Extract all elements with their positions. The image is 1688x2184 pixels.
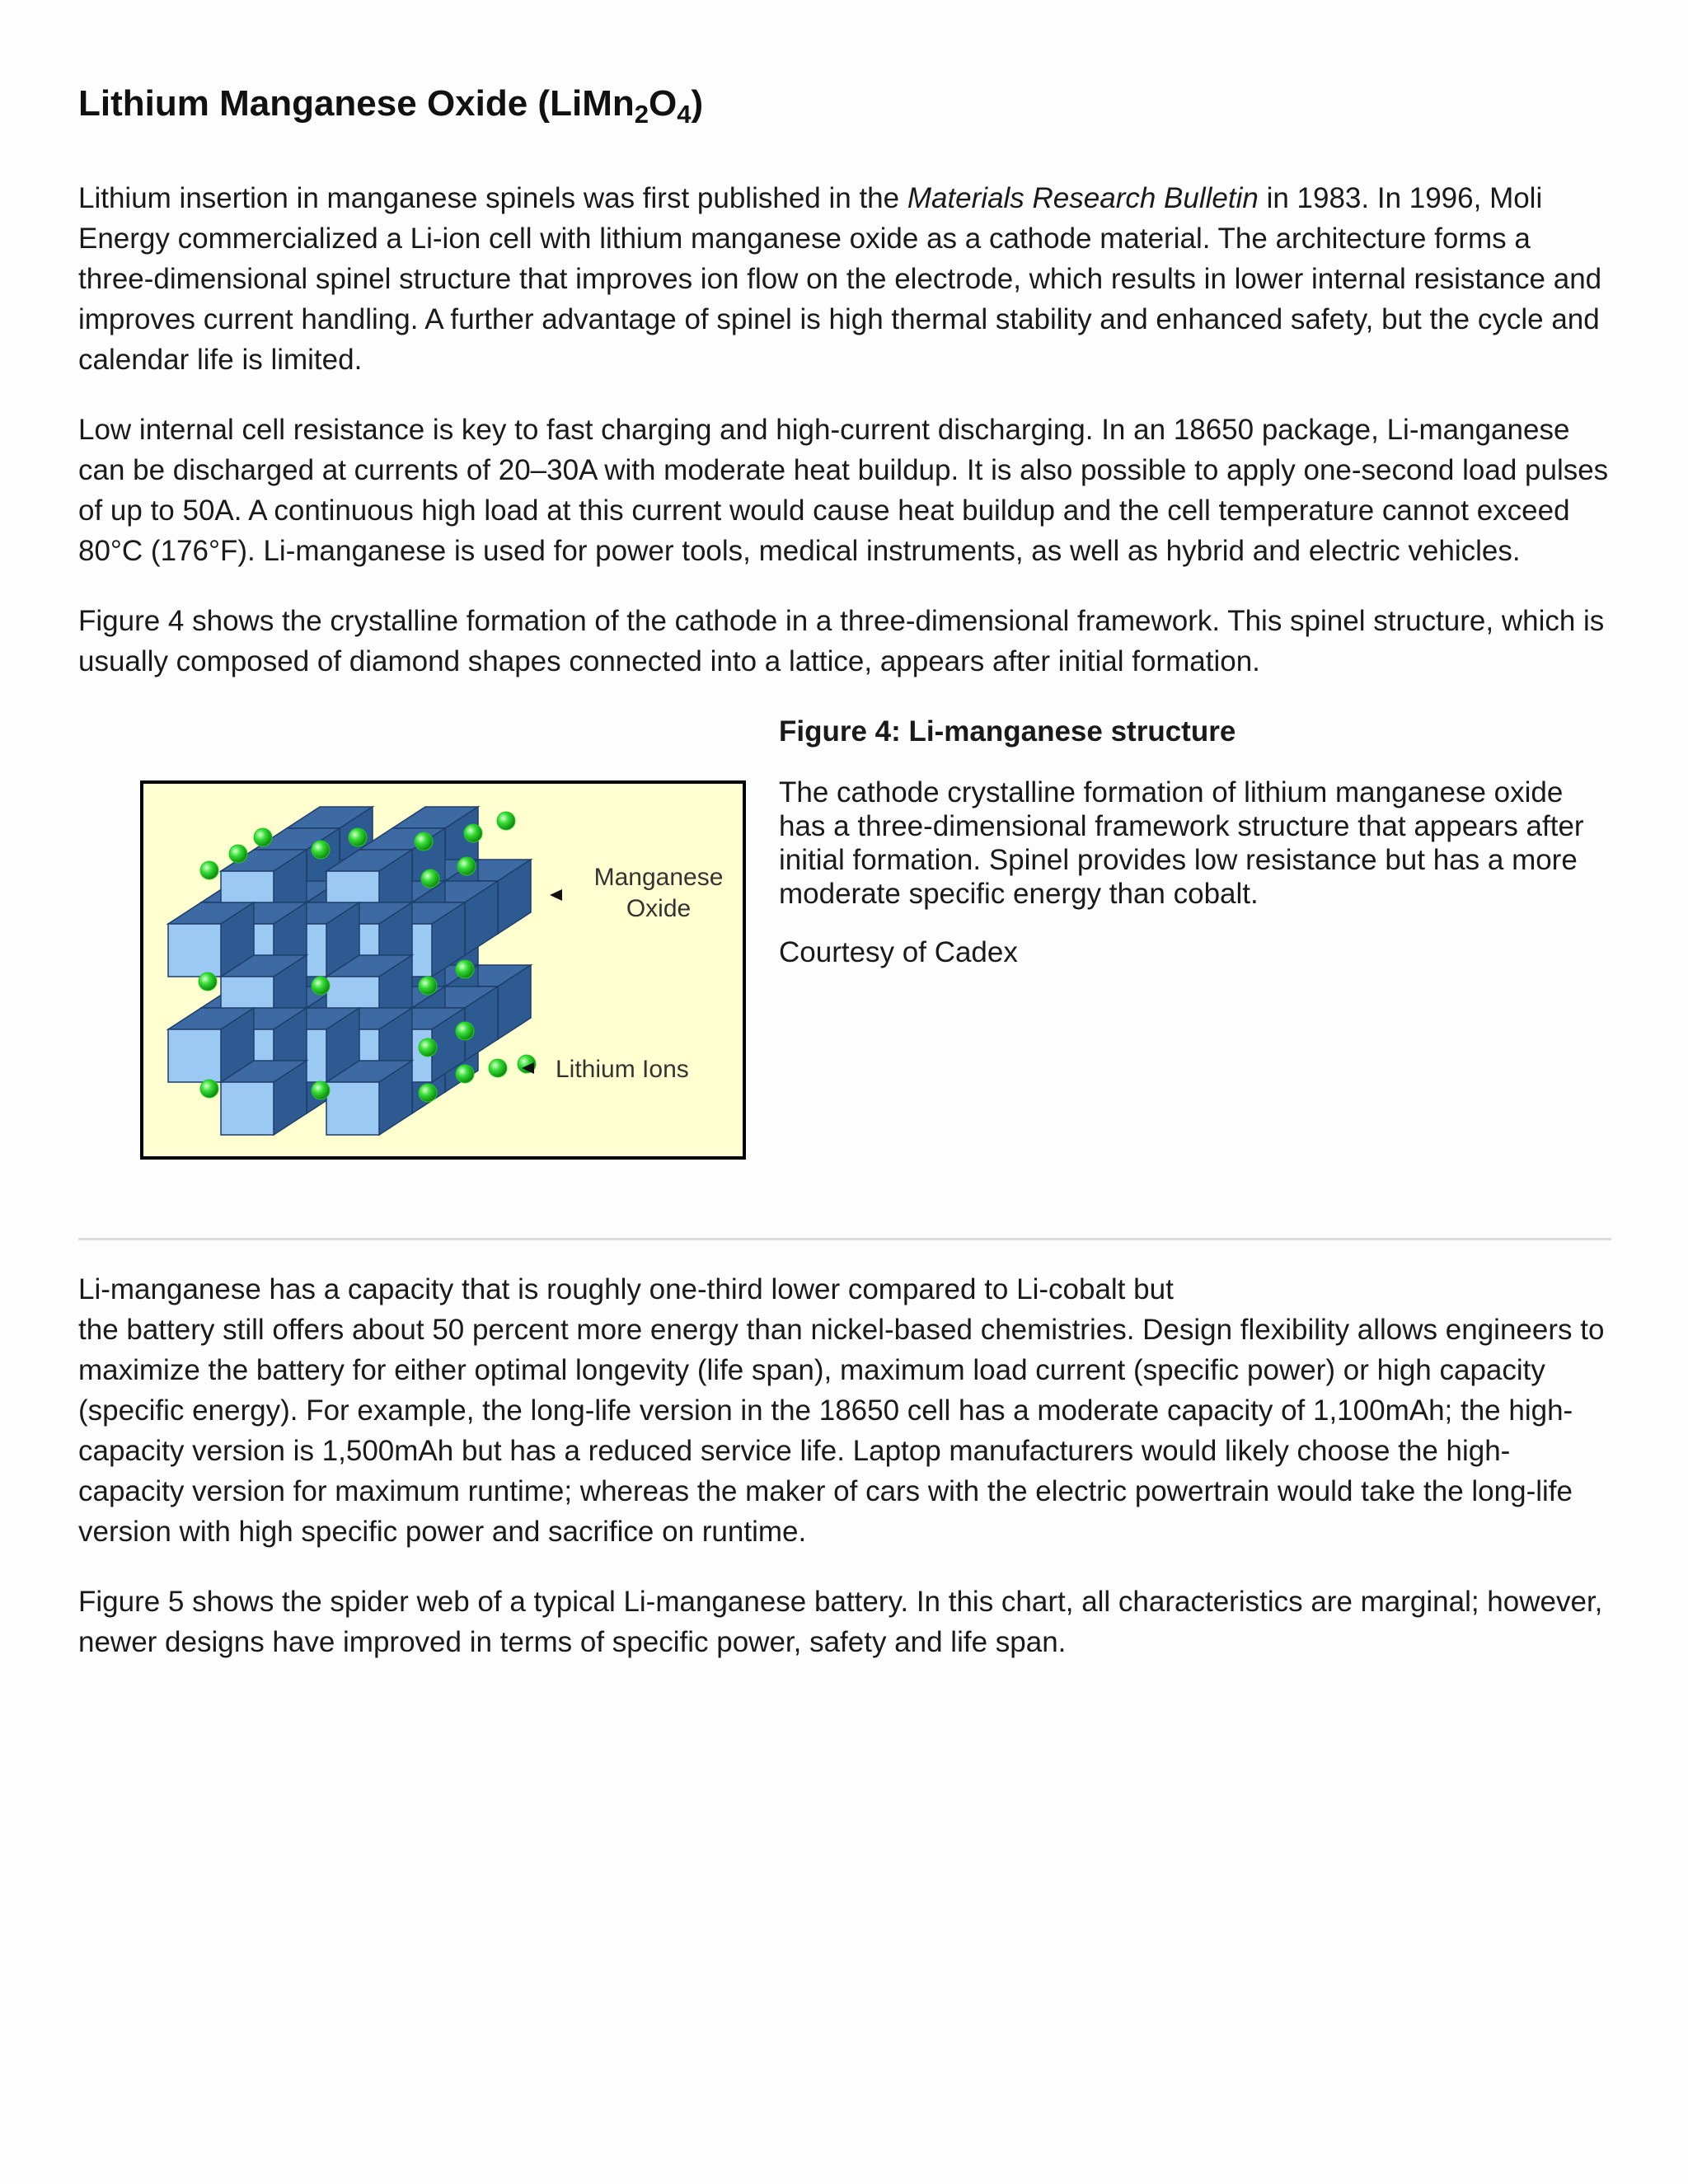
cube-front-face [326, 1082, 379, 1135]
ions-label: Lithium Ions [556, 1056, 689, 1083]
lithium-ion [497, 812, 515, 830]
oxide-arrow-icon [550, 889, 562, 901]
paragraph-history-before: Lithium insertion in manganese spinels was first published in the [78, 182, 907, 214]
lithium-ion [419, 1038, 437, 1057]
lithium-ion [464, 824, 482, 842]
lithium-ion [229, 845, 247, 863]
lithium-ion [200, 861, 218, 879]
lithium-ion [421, 869, 439, 888]
lithium-ion [312, 841, 330, 859]
cube-front-face [168, 924, 221, 977]
figure-description: The cathode crystalline formation of lithium manganese oxide has a three-dimensional framework structure that appears after initial formation. Spinel provides low resistance but has a more moderate specific energy than cobalt. [779, 776, 1584, 910]
page-title [78, 74, 1611, 134]
cube-front-face [168, 1029, 221, 1082]
lithium-ion [199, 972, 217, 991]
lithium-ion [312, 1081, 330, 1099]
paragraph-resistance: Low internal cell resistance is key to fast charging and high-current discharging. In an 18650 package, Li-manganese can be discharged at currents of 20–30A with moderate heat buildup. It is also possible to apply one-second load pulses of up to 50A. A continuous high load at this current would cause heat buildup and the cell temperature cannot exceed 80°C (176°F). Li-manganese is used for power tools, medical instruments, as well as hybrid and electric vehicles. [78, 414, 1609, 567]
figure-credit: Courtesy of Cadex [779, 936, 1018, 968]
figure-title: Figure 4: Li-manganese structure [779, 715, 1236, 748]
paragraph-figure-intro: Figure 4 shows the crystalline formation of the cathode in a three-dimensional framework. This spinel structure, which is usually composed of diamond shapes connected into a lattice, appears after initial formation. [78, 605, 1605, 677]
figure-4 [78, 713, 1611, 1224]
lithium-ion [419, 977, 437, 995]
cube-front-face [221, 1082, 274, 1135]
lithium-ion [489, 1059, 507, 1077]
oxide-label-line2: Oxide [626, 895, 692, 922]
paragraph-history-after: in 1983. In 1996, Moli Energy commercialized a Li-ion cell with lithium manganese oxide as a cathode material. The architecture forms a three-dimensional spinel structure that improves ion flow on the electrode, which results in lower internal resistance and improves current handling. A further advantage of spinel is high thermal stability and enhanced safety, but the cycle and calendar life is limited. [78, 182, 1602, 376]
article-continued [78, 1269, 1611, 1662]
paragraph-capacity [78, 1269, 1611, 1552]
lithium-ion [254, 828, 272, 846]
lithium-ion [419, 1084, 437, 1102]
paragraph-history [78, 178, 1611, 380]
lithium-ion [200, 1080, 218, 1098]
title-subscript-o: 4 [677, 100, 692, 129]
paragraph-figure5-intro: Figure 5 shows the spider web of a typical Li-manganese battery. In this chart, all characteristics are marginal; however, newer designs have improved in terms of specific power, safety and life span. [78, 1586, 1603, 1658]
lithium-ion [457, 857, 476, 875]
lithium-ion [456, 960, 474, 978]
figure-caption [779, 713, 1603, 969]
article [78, 74, 1611, 1224]
spinel-structure-diagram [140, 780, 746, 1160]
title-mid: O [648, 83, 678, 124]
lithium-ion [456, 1065, 474, 1083]
section-divider [78, 1238, 1611, 1240]
manganese-oxide-lattice [168, 807, 531, 1135]
title-end: ) [691, 83, 704, 124]
paragraph-capacity-line1: Li-manganese has a capacity that is roughly one-third lower compared to Li-cobalt but [78, 1273, 1174, 1305]
paragraph-capacity-rest: the battery still offers about 50 percent more energy than nickel-based chemistries. Design flexibility allows engineers to maximize the battery for either optimal longevity (life span), maximum load current (specific power) or high capacity (specific energy). For example, the long-life version in the 18650 cell has a moderate capacity of 1,100mAh; the high-capacity version is 1,500mAh but has a reduced service life. Laptop manufacturers would likely choose the high-capacity version for maximum runtime; whereas the maker of cars with the electric powertrain would take the long-life version with high specific power and sacrifice on runtime. [78, 1314, 1605, 1548]
oxide-label-line1: Manganese [593, 864, 724, 891]
lithium-ion [349, 828, 367, 846]
lithium-ion [456, 1022, 474, 1040]
lithium-ion [415, 832, 433, 851]
title-main: Lithium Manganese Oxide (LiMn [78, 83, 635, 124]
title-subscript-mn: 2 [634, 100, 649, 129]
journal-citation: Materials Research Bulletin [907, 182, 1259, 214]
lithium-ion [312, 977, 330, 995]
